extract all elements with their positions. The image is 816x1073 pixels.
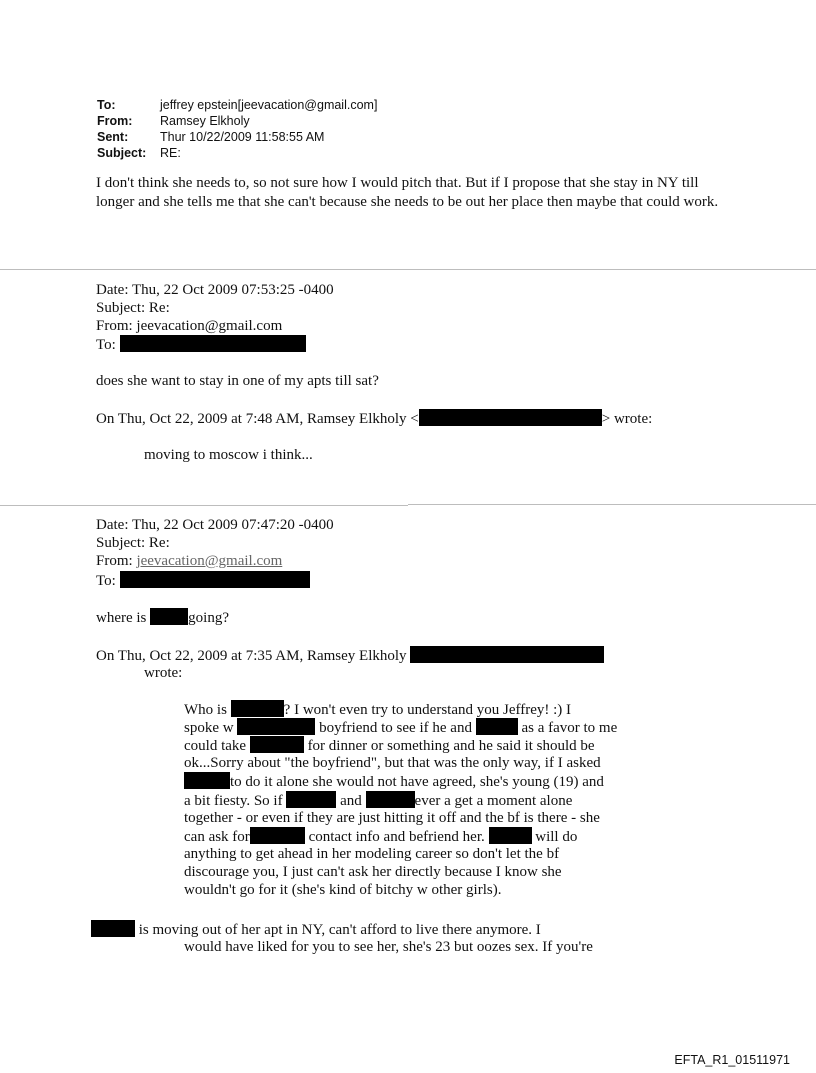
msg2-quote-pre: On Thu, Oct 22, 2009 at 7:35 AM, Ramsey Elkholy (96, 648, 407, 664)
msg1-text: does she want to stay in one of my apts till sat? (96, 373, 379, 389)
msg1-subject: Subject: Re: (96, 300, 170, 316)
q-text: ? I won't even try to understand you Jeffrey! :) I (283, 702, 572, 718)
redaction (410, 646, 604, 663)
reply-body: I don't think she needs to, so not sure how I would pitch that. But if I propose that she stay in NY till longer and she tells me that she can't because she needs to be out her place then maybe that could work. (96, 175, 719, 210)
redaction (91, 920, 135, 937)
q-text: spoke w (184, 720, 234, 736)
msg1-quote-line (96, 409, 652, 428)
redaction (184, 772, 230, 789)
msg2-quote-line (96, 646, 604, 665)
quoted-line: wouldn't go for it (she's kind of bitchy w other girls). (184, 882, 502, 898)
msg2-wrote: wrote: (144, 665, 183, 681)
q-text: boyfriend to see if he and (319, 720, 472, 736)
email-header (97, 97, 377, 161)
msg1-to (96, 335, 306, 354)
tail-text: is moving out of her apt in NY, can't afford to live there anymore. I (138, 922, 541, 938)
q-text: could take (184, 738, 247, 754)
redaction (120, 571, 310, 588)
q-text: to do it alone she would not have agreed, she's young (19) and (230, 774, 604, 790)
redaction (366, 791, 415, 808)
tail-line (91, 920, 541, 939)
sent-value: Thur 10/22/2009 11:58:55 AM (160, 130, 325, 144)
redaction (150, 608, 188, 625)
redaction (419, 409, 602, 426)
redaction (250, 736, 304, 753)
msg2-date: Date: Thu, 22 Oct 2009 07:47:20 -0400 (96, 517, 334, 533)
redaction (120, 335, 306, 352)
redaction (237, 718, 315, 735)
msg1-to-label: To: (96, 337, 116, 353)
quoted-line: discourage you, I just can't ask her directly because I know she (184, 864, 562, 880)
q-text: Who is (184, 702, 227, 718)
msg2-subject: Subject: Re: (96, 535, 170, 551)
divider (0, 269, 816, 270)
msg1-date: Date: Thu, 22 Oct 2009 07:53:25 -0400 (96, 282, 334, 298)
subject-label: Subject: (97, 146, 147, 160)
from-value: Ramsey Elkholy (160, 114, 250, 128)
redaction (231, 700, 284, 717)
quoted-line (184, 700, 571, 719)
q-text: can ask for (184, 829, 250, 845)
quoted-line (184, 772, 604, 791)
quoted-line (184, 736, 595, 755)
subject-value: RE: (160, 146, 181, 160)
document-id: EFTA_R1_01511971 (674, 1053, 790, 1067)
msg2-where (96, 608, 229, 627)
msg2-from (96, 552, 282, 570)
quoted-line: ok...Sorry about "the boyfriend", but that was the only way, if I asked (184, 755, 601, 771)
redaction (476, 718, 518, 735)
quoted-line (184, 827, 577, 846)
to-value: jeffrey epstein[jeevacation@gmail.com] (160, 98, 378, 112)
email-link[interactable]: jeevacation@gmail.com (136, 553, 283, 569)
sent-label: Sent: (97, 130, 129, 144)
quoted-line (184, 718, 617, 737)
q-text: and (340, 793, 362, 809)
q-text: as a favor to me (521, 720, 618, 736)
where-pre: where is (96, 610, 147, 626)
msg2-to-label: To: (96, 573, 116, 589)
where-post: going? (188, 610, 229, 626)
q-text: for dinner or something and he said it should be (307, 738, 595, 754)
divider (408, 504, 816, 505)
redaction (250, 827, 305, 844)
q-text: will do (535, 829, 578, 845)
quoted-line (184, 791, 572, 810)
tail-line: would have liked for you to see her, she's 23 but oozes sex. If you're (184, 939, 593, 955)
redaction (489, 827, 532, 844)
msg1-quote-pre: On Thu, Oct 22, 2009 at 7:48 AM, Ramsey Elkholy < (96, 411, 419, 427)
to-label: To: (97, 98, 116, 112)
quoted-line: together - or even if they are just hitting it off and the bf is there - she (184, 810, 600, 826)
q-text: contact info and befriend her. (308, 829, 485, 845)
msg1-quote-post: > wrote: (601, 411, 653, 427)
msg2-from-label: From: (96, 553, 133, 569)
divider (0, 505, 408, 506)
q-text: ever a get a moment alone (414, 793, 573, 809)
q-text: a bit fiesty. So if (184, 793, 283, 809)
redaction (286, 791, 336, 808)
msg1-quoted: moving to moscow i think... (144, 447, 313, 463)
quoted-line: anything to get ahead in her modeling career so don't let the bf (184, 846, 560, 862)
from-label: From: (97, 114, 133, 128)
msg2-to (96, 571, 310, 590)
msg1-from: From: jeevacation@gmail.com (96, 318, 283, 334)
